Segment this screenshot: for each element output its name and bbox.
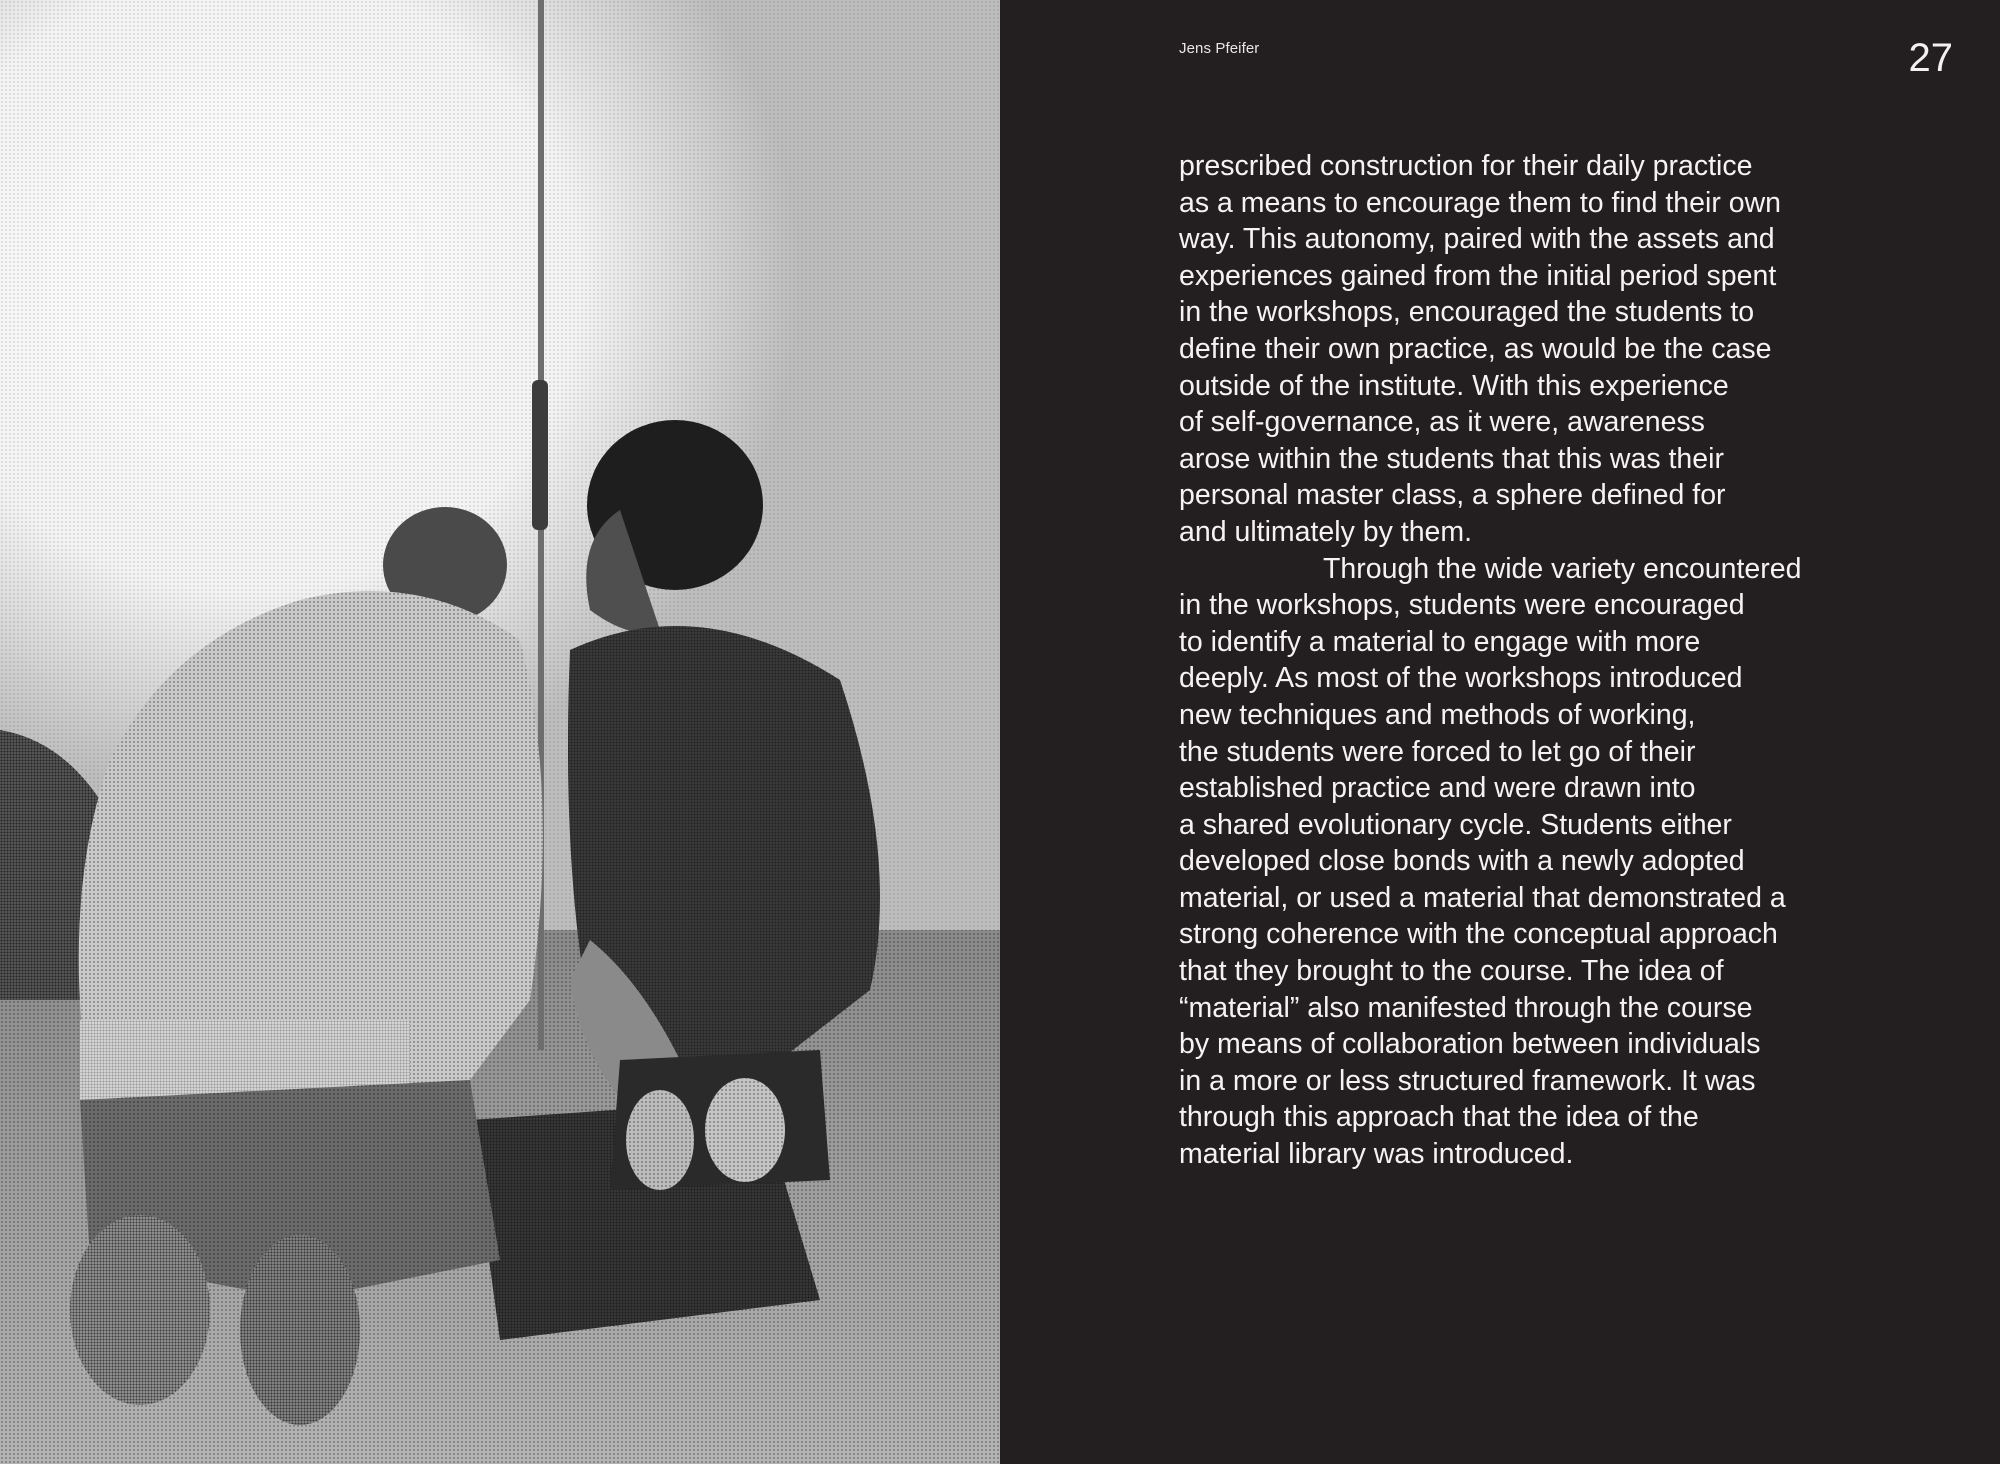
text-line: a shared evolutionary cycle. Students either — [1179, 808, 1732, 841]
text-line: of self-governance, as it were, awareness — [1179, 406, 1705, 439]
text-line: in a more or less structured framework. It was — [1179, 1064, 1756, 1097]
body-text — [1179, 148, 1899, 1173]
text-line: by means of collaboration between individuals — [1179, 1028, 1761, 1061]
text-line: in the workshops, encouraged the students to — [1179, 296, 1755, 329]
text-line: strong coherence with the conceptual approach — [1179, 918, 1778, 951]
text-line: developed close bonds with a newly adopted — [1179, 845, 1745, 878]
page-number: 27 — [1908, 36, 1953, 80]
text-line: personal master class, a sphere defined for — [1179, 479, 1726, 512]
text-line: deeply. As most of the workshops introduced — [1179, 662, 1743, 695]
text-line: new techniques and methods of working, — [1179, 698, 1696, 731]
paragraph-first-line: Through the wide variety encountered — [1323, 552, 1802, 585]
text-line: material, or used a material that demonstrated a — [1179, 881, 1786, 914]
text-line: arose within the students that this was their — [1179, 442, 1724, 475]
text-line: way. This autonomy, paired with the assets and — [1179, 223, 1775, 256]
text-line: outside of the institute. With this experience — [1179, 369, 1729, 402]
text-line: material library was introduced. — [1179, 1138, 1574, 1171]
text-line: to identify a material to engage with more — [1179, 625, 1701, 658]
text-line: through this approach that the idea of the — [1179, 1101, 1699, 1134]
running-head: Jens Pfeifer — [1179, 40, 1260, 57]
text-line: and ultimately by them. — [1179, 515, 1473, 548]
text-page — [1000, 0, 2000, 1464]
text-line: experiences gained from the initial period spent — [1179, 259, 1777, 292]
text-line: “material” also manifested through the course — [1179, 991, 1753, 1024]
text-line: as a means to encourage them to find their own — [1179, 186, 1782, 219]
text-line: define their own practice, as would be the case — [1179, 332, 1772, 365]
text-line: prescribed construction for their daily practice — [1179, 150, 1753, 182]
text-line: established practice and were drawn into — [1179, 772, 1696, 805]
text-line: that they brought to the course. The idea of — [1179, 955, 1724, 988]
text-line: the students were forced to let go of their — [1179, 735, 1696, 768]
text-line: in the workshops, students were encouraged — [1179, 589, 1745, 622]
